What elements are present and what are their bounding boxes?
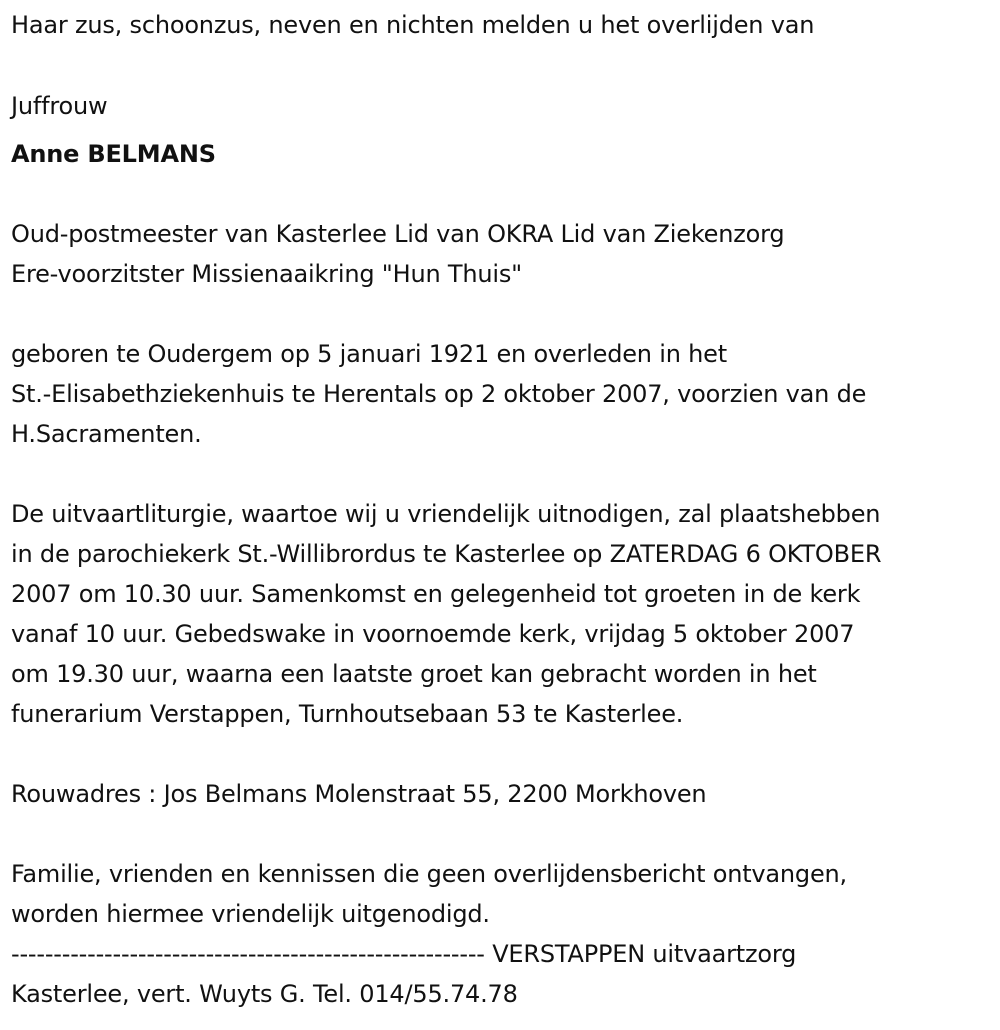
- funeral-line: vanaf 10 uur. Gebedswake in voornoemde kerk, vrijdag 5 oktober 2007: [11, 620, 855, 648]
- invitation-line: worden hiermee vriendelijk uitgenodigd.: [11, 900, 490, 928]
- role-line: Ere-voorzitster Missienaaikring "Hun Thuis": [11, 260, 523, 288]
- mourning-address: Rouwadres : Jos Belmans Molenstraat 55, 2200 Morkhoven: [11, 780, 707, 808]
- invitation-line: Familie, vrienden en kennissen die geen overlijdensbericht ontvangen,: [11, 860, 847, 888]
- birth-death-line: H.Sacramenten.: [11, 420, 202, 448]
- funeral-home-line: -------------------------------------------------------- VERSTAPPEN uitvaartzorg: [11, 940, 797, 968]
- funeral-line: 2007 om 10.30 uur. Samenkomst en gelegenheid tot groeten in de kerk: [11, 580, 861, 608]
- funeral-line: in de parochiekerk St.-Willibrordus te Kasterlee op ZATERDAG 6 OKTOBER: [11, 540, 882, 568]
- birth-death-line: St.-Elisabethziekenhuis te Herentals op 2 oktober 2007, voorzien van de: [11, 380, 867, 408]
- birth-death-line: geboren te Oudergem op 5 januari 1921 en overleden in het: [11, 340, 727, 368]
- funeral-line: om 19.30 uur, waarna een laatste groet kan gebracht worden in het: [11, 660, 817, 688]
- deceased-name: Anne BELMANS: [11, 140, 216, 168]
- deceased-title: Juffrouw: [11, 92, 108, 120]
- role-line: Oud-postmeester van Kasterlee Lid van OKRA Lid van Ziekenzorg: [11, 220, 785, 248]
- intro-line: Haar zus, schoonzus, neven en nichten melden u het overlijden van: [11, 11, 815, 39]
- funeral-home-contact: Kasterlee, vert. Wuyts G. Tel. 014/55.74.78: [11, 980, 518, 1008]
- funeral-line: De uitvaartliturgie, waartoe wij u vriendelijk uitnodigen, zal plaatshebben: [11, 500, 881, 528]
- funeral-line: funerarium Verstappen, Turnhoutsebaan 53 te Kasterlee.: [11, 700, 684, 728]
